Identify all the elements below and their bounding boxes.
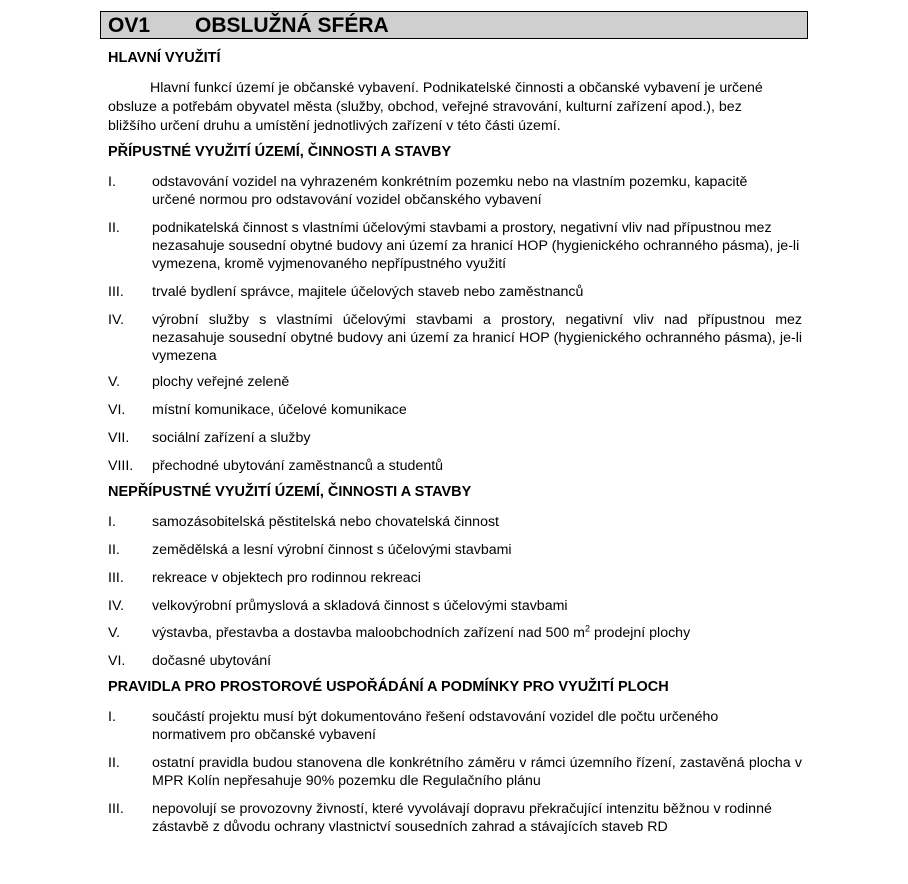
section-title: OBSLUŽNÁ SFÉRA — [195, 14, 389, 37]
item-number: VI. — [108, 402, 126, 418]
item-text: podnikatelská činnost s vlastními účelovými stavbami a prostory, negativní vliv nad přípustnou mez nezasahuje sousední obytné budovy ani území za hranicí HOP (hygienického ochranného pásma), je-li vymezena, kromě vyjmenovaného nepřípustného využití — [152, 220, 800, 272]
section-code: OV1 — [108, 14, 151, 37]
item-number: III. — [108, 284, 124, 300]
item-number: VI. — [108, 653, 126, 669]
item-number: I. — [108, 514, 116, 530]
item-number: I. — [108, 174, 116, 190]
item-text: sociální zařízení a služby — [152, 430, 311, 446]
item-number: IV. — [108, 598, 125, 614]
item-text-part: výstavba, přestavba a dostavba maloobchodních zařízení nad 500 m — [152, 625, 585, 641]
item-number: IV. — [108, 312, 125, 328]
item-number: II. — [108, 755, 120, 771]
item-text: zemědělská a lesní výrobní činnost s účelovými stavbami — [152, 542, 512, 558]
item-text: dočasné ubytování — [152, 653, 272, 669]
main-use-text: Hlavní funkcí území je občanské vybavení. Podnikatelské činnosti a občanské vybavení je určené obsluze a potřebám obyvatel města (služby, obchod, veřejné stravování, kulturní zařízení apod.), bez bližšího určení druhu a umístění jednotlivých zařízení v této části území. — [108, 80, 763, 134]
item-number: III. — [108, 570, 124, 586]
item-text: ostatní pravidla budou stanovena dle konkrétního záměru v rámci územního řízení, zastavěná plocha v MPR Kolín nepřesahuje 90% pozemku dle Regulačního plánu — [152, 755, 802, 789]
item-number: II. — [108, 542, 120, 558]
item-text-part: prodejní plochy — [590, 625, 691, 641]
item-text — [152, 624, 802, 642]
item-text: součástí projektu musí být dokumentováno řešení odstavování vozidel dle počtu určeného normativem pro občanské vybavení — [152, 709, 719, 743]
item-text: rekreace v objektech pro rodinnou rekreaci — [152, 570, 421, 586]
prohibited-heading: NEPŘÍPUSTNÉ VYUŽITÍ ÚZEMÍ, ČINNOSTI A STAVBY — [108, 484, 472, 500]
item-text: plochy veřejné zeleně — [152, 374, 290, 390]
item-number: II. — [108, 220, 120, 236]
item-number: III. — [108, 801, 124, 817]
main-use-paragraph — [108, 79, 773, 136]
item-text: velkovýrobní průmyslová a skladová činnost s účelovými stavbami — [152, 598, 568, 614]
item-number: VIII. — [108, 458, 134, 474]
main-use-heading: HLAVNÍ VYUŽITÍ — [108, 50, 221, 66]
item-number: VII. — [108, 430, 130, 446]
permitted-heading: PŘÍPUSTNÉ VYUŽITÍ ÚZEMÍ, ČINNOSTI A STAVBY — [108, 144, 452, 160]
item-text: samozásobitelská pěstitelská nebo chovatelská činnost — [152, 514, 499, 530]
item-text: místní komunikace, účelové komunikace — [152, 402, 407, 418]
item-number: V. — [108, 374, 121, 390]
item-text: výrobní služby s vlastními účelovými stavbami a prostory, negativní vliv nad přípustnou mez nezasahuje sousední obytné budovy ani území za hranicí HOP (hygienického ochranného pásma), je-li vymezena — [152, 312, 802, 364]
item-number: I. — [108, 709, 116, 725]
item-text: odstavování vozidel na vyhrazeném konkrétním pozemku nebo na vlastním pozemku, kapacitě určené normou pro odstavování vozidel občanského vybavení — [152, 174, 748, 208]
superscript: 2 — [584, 623, 590, 634]
rules-heading: PRAVIDLA PRO PROSTOROVÉ USPOŘÁDÁNÍ A PODMÍNKY PRO VYUŽITÍ PLOCH — [108, 679, 669, 695]
item-number: V. — [108, 625, 121, 641]
item-text: nepovolují se provozovny živností, které vyvolávají dopravu překračující intenzitu běžnou v rodinné zástavbě z důvodu ochrany vlastnictví sousedních zahrad a stávajících staveb RD — [152, 801, 772, 835]
item-text: trvalé bydlení správce, majitele účelových staveb nebo zaměstnanců — [152, 284, 584, 300]
section-title-bar — [100, 11, 808, 39]
item-text: přechodné ubytování zaměstnanců a studentů — [152, 458, 444, 474]
